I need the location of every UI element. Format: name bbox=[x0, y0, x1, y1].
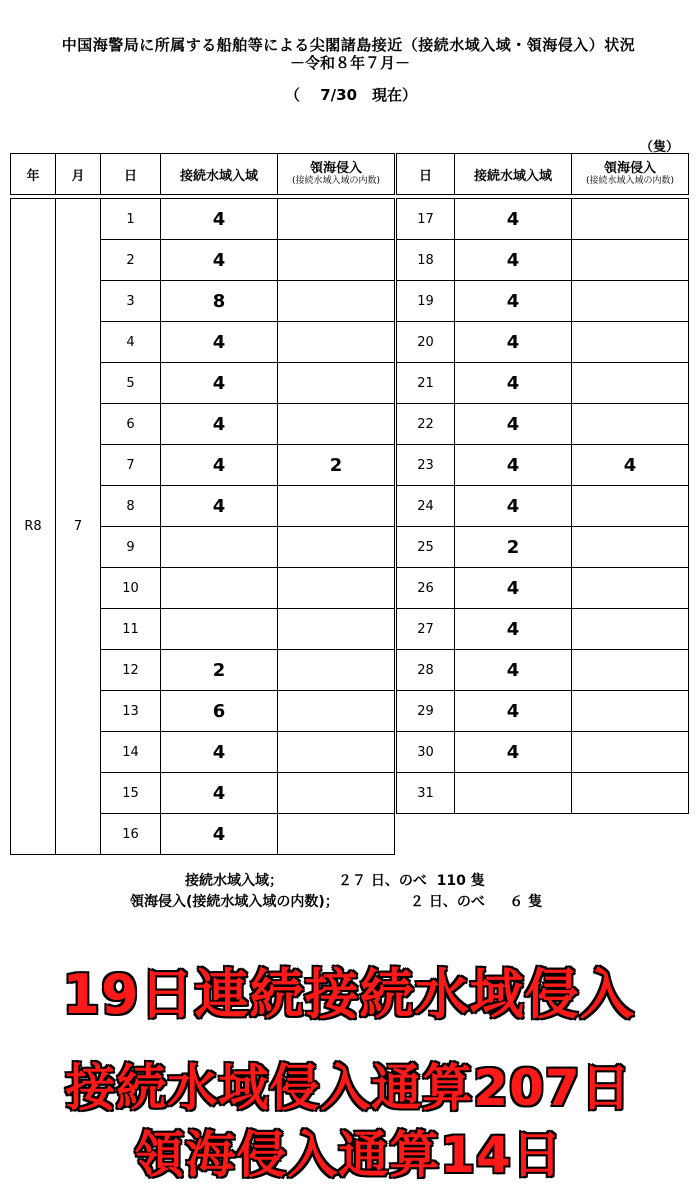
summary-contiguous-value: ２７ 日、のべ 110 隻 bbox=[338, 873, 485, 889]
territorial-cell bbox=[278, 732, 395, 773]
contiguous-cell: 4 bbox=[455, 199, 572, 240]
territorial-cell bbox=[278, 322, 395, 363]
header-contiguous-left: 接続水域入域 bbox=[161, 154, 278, 195]
day-cell: 14 bbox=[101, 732, 161, 773]
table-row bbox=[11, 486, 689, 527]
table-row bbox=[11, 568, 689, 609]
table-row bbox=[11, 609, 689, 650]
contiguous-cell: 4 bbox=[455, 363, 572, 404]
contiguous-cell: 4 bbox=[455, 650, 572, 691]
territorial-cell bbox=[572, 732, 689, 773]
territorial-cell bbox=[572, 322, 689, 363]
document-subtitle: －令和８年７月－ bbox=[289, 54, 410, 72]
day-cell: 6 bbox=[101, 404, 161, 445]
empty-cell bbox=[572, 814, 689, 855]
territorial-cell bbox=[572, 527, 689, 568]
document-title: 中国海警局に所属する船舶等による尖閣諸島接近（接続水域入域・領海侵入）状況 bbox=[61, 36, 636, 54]
territorial-cell bbox=[278, 240, 395, 281]
banner-consecutive-days: 19日連続接続水域侵入 bbox=[62, 963, 635, 1026]
header-territorial-note: (接続水域入域の内数) bbox=[291, 176, 381, 186]
territorial-cell: 4 bbox=[572, 445, 689, 486]
day-cell: 27 bbox=[397, 609, 455, 650]
header-territorial-left bbox=[278, 154, 395, 195]
day-cell: 3 bbox=[101, 281, 161, 322]
contiguous-cell: 4 bbox=[161, 814, 278, 855]
contiguous-cell: 4 bbox=[455, 609, 572, 650]
day-cell: 7 bbox=[101, 445, 161, 486]
day-cell: 15 bbox=[101, 773, 161, 814]
contiguous-cell: 4 bbox=[161, 363, 278, 404]
territorial-cell bbox=[572, 568, 689, 609]
territorial-cell bbox=[278, 527, 395, 568]
territorial-cell bbox=[572, 486, 689, 527]
territorial-cell bbox=[278, 363, 395, 404]
contiguous-cell: 4 bbox=[455, 732, 572, 773]
month-cell: 7 bbox=[56, 199, 101, 855]
contiguous-cell: 4 bbox=[161, 240, 278, 281]
day-cell: 28 bbox=[397, 650, 455, 691]
contiguous-cell: 2 bbox=[455, 527, 572, 568]
table-body bbox=[11, 199, 689, 855]
day-cell: 13 bbox=[101, 691, 161, 732]
day-cell: 9 bbox=[101, 527, 161, 568]
territorial-cell bbox=[278, 568, 395, 609]
day-cell: 12 bbox=[101, 650, 161, 691]
table-row bbox=[11, 363, 689, 404]
territorial-cell bbox=[278, 650, 395, 691]
day-cell: 8 bbox=[101, 486, 161, 527]
territorial-cell bbox=[278, 814, 395, 855]
day-cell: 19 bbox=[397, 281, 455, 322]
territorial-cell bbox=[278, 773, 395, 814]
territorial-cell bbox=[572, 240, 689, 281]
contiguous-cell: 8 bbox=[161, 281, 278, 322]
contiguous-cell: 4 bbox=[161, 773, 278, 814]
contiguous-cell: 2 bbox=[161, 650, 278, 691]
day-cell: 23 bbox=[397, 445, 455, 486]
territorial-cell bbox=[278, 404, 395, 445]
contiguous-cell: 4 bbox=[455, 486, 572, 527]
unit-label: （隻） bbox=[640, 140, 680, 155]
summary-territorial-value: ２ 日、のべ ６ 隻 bbox=[410, 894, 543, 910]
territorial-cell bbox=[572, 773, 689, 814]
day-cell: 1 bbox=[101, 199, 161, 240]
day-cell: 18 bbox=[397, 240, 455, 281]
day-cell: 4 bbox=[101, 322, 161, 363]
table-row bbox=[11, 527, 689, 568]
day-cell: 29 bbox=[397, 691, 455, 732]
territorial-cell bbox=[278, 199, 395, 240]
contiguous-cell: 4 bbox=[161, 404, 278, 445]
header-territorial-note: (接続水域入域の内数) bbox=[585, 176, 675, 186]
contiguous-cell: 4 bbox=[455, 568, 572, 609]
day-cell: 24 bbox=[397, 486, 455, 527]
year-cell: R8 bbox=[11, 199, 56, 855]
territorial-cell bbox=[572, 363, 689, 404]
territorial-cell bbox=[572, 609, 689, 650]
territorial-cell bbox=[572, 199, 689, 240]
contiguous-cell: 4 bbox=[161, 322, 278, 363]
daily-table bbox=[10, 153, 689, 855]
territorial-cell bbox=[278, 281, 395, 322]
day-cell: 2 bbox=[101, 240, 161, 281]
day-cell: 22 bbox=[397, 404, 455, 445]
header-month: 月 bbox=[56, 154, 101, 195]
empty-cell bbox=[397, 814, 455, 855]
contiguous-cell: 4 bbox=[455, 404, 572, 445]
contiguous-cell: 4 bbox=[455, 445, 572, 486]
header-territorial-label: 領海侵入 bbox=[603, 161, 656, 176]
territorial-cell bbox=[278, 486, 395, 527]
contiguous-cell bbox=[161, 527, 278, 568]
contiguous-cell: 4 bbox=[161, 445, 278, 486]
header-day-left: 日 bbox=[101, 154, 161, 195]
territorial-cell bbox=[572, 691, 689, 732]
contiguous-cell bbox=[161, 609, 278, 650]
table-row bbox=[11, 199, 689, 240]
contiguous-cell: 4 bbox=[455, 281, 572, 322]
table-row bbox=[11, 773, 689, 814]
table-row bbox=[11, 281, 689, 322]
day-cell: 11 bbox=[101, 609, 161, 650]
day-cell: 21 bbox=[397, 363, 455, 404]
territorial-cell bbox=[572, 404, 689, 445]
header-year: 年 bbox=[11, 154, 56, 195]
contiguous-cell bbox=[161, 568, 278, 609]
day-cell: 25 bbox=[397, 527, 455, 568]
day-cell: 16 bbox=[101, 814, 161, 855]
contiguous-cell: 4 bbox=[455, 240, 572, 281]
contiguous-cell: 4 bbox=[161, 199, 278, 240]
banner-contiguous-total: 接続水域侵入通算207日 bbox=[65, 1059, 632, 1117]
as-of-date: （ 7/30 現在） bbox=[285, 86, 418, 104]
table-row bbox=[11, 322, 689, 363]
contiguous-cell: 4 bbox=[161, 486, 278, 527]
table-row bbox=[11, 732, 689, 773]
header-territorial-right bbox=[572, 154, 689, 195]
header-territorial-label: 領海侵入 bbox=[309, 161, 362, 176]
day-cell: 10 bbox=[101, 568, 161, 609]
table-row bbox=[11, 650, 689, 691]
day-cell: 17 bbox=[397, 199, 455, 240]
table-row bbox=[11, 445, 689, 486]
table-row bbox=[11, 814, 689, 855]
day-cell: 5 bbox=[101, 363, 161, 404]
contiguous-cell: 4 bbox=[455, 691, 572, 732]
header-contiguous-right: 接続水域入域 bbox=[455, 154, 572, 195]
day-cell: 26 bbox=[397, 568, 455, 609]
summary-territorial-label: 領海侵入(接続水域入域の内数)； bbox=[130, 894, 339, 910]
header-day-right: 日 bbox=[397, 154, 455, 195]
summary-contiguous-label: 接続水域入域； bbox=[185, 873, 283, 889]
contiguous-cell: 4 bbox=[455, 322, 572, 363]
day-cell: 30 bbox=[397, 732, 455, 773]
territorial-cell bbox=[572, 281, 689, 322]
day-cell: 20 bbox=[397, 322, 455, 363]
territorial-cell: 2 bbox=[278, 445, 395, 486]
table-header-row bbox=[11, 154, 689, 195]
table-row bbox=[11, 240, 689, 281]
table-row bbox=[11, 404, 689, 445]
banner-territorial-total: 領海侵入通算14日 bbox=[134, 1126, 563, 1184]
contiguous-cell: 4 bbox=[161, 732, 278, 773]
territorial-cell bbox=[278, 609, 395, 650]
contiguous-cell bbox=[455, 773, 572, 814]
empty-cell bbox=[455, 814, 572, 855]
day-cell: 31 bbox=[397, 773, 455, 814]
table-row bbox=[11, 691, 689, 732]
contiguous-cell: 6 bbox=[161, 691, 278, 732]
territorial-cell bbox=[278, 691, 395, 732]
territorial-cell bbox=[572, 650, 689, 691]
